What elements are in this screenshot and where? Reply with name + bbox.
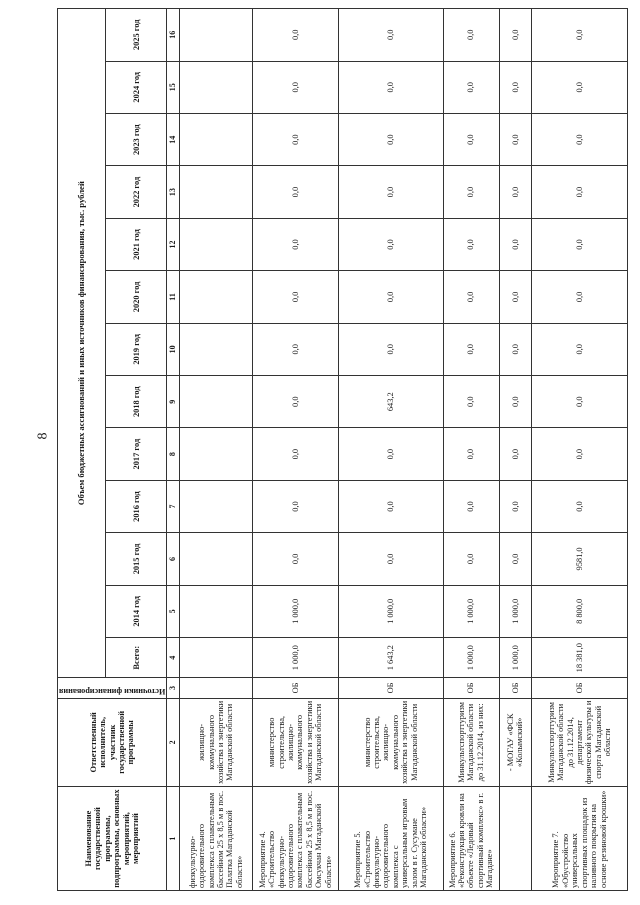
column-number: 9	[167, 376, 180, 428]
column-number: 11	[167, 271, 180, 323]
row-year-value: 0,0	[531, 61, 627, 113]
row-year-value: 0,0	[531, 480, 627, 532]
row-year-value: 0,0	[499, 113, 531, 165]
row-year-value: 0,0	[443, 480, 499, 532]
row-year-value: 0,0	[443, 271, 499, 323]
row-responsible: министерство строительства, жилищно-коммунального хозяйства и энергетики Магаданской области	[339, 698, 443, 787]
row-year-value: 0,0	[499, 323, 531, 375]
column-number: 13	[167, 166, 180, 218]
row-year-value: 0,0	[499, 9, 531, 62]
header-year: 2025 год	[106, 9, 167, 62]
row-year-value: 8 800,0	[531, 585, 627, 637]
row-year-value: 0,0	[339, 9, 443, 62]
row-responsible: министерство строительства, жилищно-коммунального хозяйства и энергетики Магаданской области	[252, 698, 338, 787]
row-year-value: 0,0	[443, 376, 499, 428]
row-year-value: 0,0	[339, 480, 443, 532]
row-year-value: 1 000,0	[339, 585, 443, 637]
row-total: 1 000,0	[499, 638, 531, 678]
row-year-value: 0,0	[252, 113, 338, 165]
column-number: 15	[167, 61, 180, 113]
header-year: 2016 год	[106, 480, 167, 532]
header-year: 2023 год	[106, 113, 167, 165]
column-number: 12	[167, 218, 180, 270]
row-name: Мероприятие 6. «Реконструкция кровли на объекте «Ледовый спортивный комплекс» в г. Магадане»	[443, 787, 499, 891]
row-name: Мероприятие 4. «Строительство физкультурно-оздоровительного комплекса с плавательным бассейном 25 x 8,5 м в пос. Омсукчан Магаданской области»	[252, 787, 338, 891]
row-year-value: 0,0	[252, 428, 338, 480]
column-number: 6	[167, 533, 180, 585]
table-row	[531, 9, 627, 891]
row-source: ОБ	[252, 678, 338, 698]
row-year-value	[180, 480, 252, 532]
row-name	[499, 787, 531, 891]
header-year: 2020 год	[106, 271, 167, 323]
row-year-value	[180, 218, 252, 270]
row-responsible: Минкультспорттуризм Магаданской области до 31.12.2014, департамент физической культуры и спорта Магаданской области	[531, 698, 627, 787]
row-name: Мероприятие 5. «Строительство физкультурно-оздоровительного комплекса с универсальным игровым залом в г. Сусумане Магаданской области»	[339, 787, 443, 891]
row-year-value: 0,0	[339, 218, 443, 270]
row-year-value: 0,0	[499, 533, 531, 585]
row-total: 1 000,0	[443, 638, 499, 678]
row-year-value: 0,0	[531, 113, 627, 165]
header-year: 2015 год	[106, 533, 167, 585]
row-year-value: 643,2	[339, 376, 443, 428]
row-year-value: 0,0	[252, 9, 338, 62]
row-year-value: 0,0	[252, 480, 338, 532]
row-year-value: 0,0	[499, 428, 531, 480]
column-number: 1	[167, 787, 180, 891]
header-year: 2017 год	[106, 428, 167, 480]
table-row	[252, 9, 338, 891]
financing-table	[57, 8, 628, 891]
row-total: 1 000,0	[252, 638, 338, 678]
header-year: 2014 год	[106, 585, 167, 637]
row-year-value: 0,0	[499, 480, 531, 532]
row-year-value: 0,0	[531, 323, 627, 375]
header-year: 2018 год	[106, 376, 167, 428]
row-total: 18 381,0	[531, 638, 627, 678]
row-year-value: 0,0	[339, 113, 443, 165]
row-year-value: 0,0	[443, 533, 499, 585]
row-year-value: 0,0	[531, 428, 627, 480]
row-responsible: - МОГАУ «ФСК «Колымский»	[499, 698, 531, 787]
column-number: 5	[167, 585, 180, 637]
row-year-value: 0,0	[252, 271, 338, 323]
row-year-value	[180, 166, 252, 218]
column-number-row	[167, 9, 180, 891]
row-year-value	[180, 9, 252, 62]
header-year: 2019 год	[106, 323, 167, 375]
row-year-value: 9581,0	[531, 533, 627, 585]
row-year-value	[180, 323, 252, 375]
financing-table-sheet	[57, 8, 613, 891]
row-source: ОБ	[443, 678, 499, 698]
row-year-value: 1 000,0	[443, 585, 499, 637]
row-year-value: 0,0	[443, 428, 499, 480]
row-year-value: 1 000,0	[499, 585, 531, 637]
row-year-value: 0,0	[499, 166, 531, 218]
row-year-value: 0,0	[531, 271, 627, 323]
row-year-value: 0,0	[531, 166, 627, 218]
row-year-value: 0,0	[499, 61, 531, 113]
row-year-value: 0,0	[339, 323, 443, 375]
header-year: 2021 год	[106, 218, 167, 270]
row-year-value: 0,0	[443, 61, 499, 113]
row-year-value	[180, 376, 252, 428]
row-year-value	[180, 428, 252, 480]
column-number: 10	[167, 323, 180, 375]
column-number: 2	[167, 698, 180, 787]
row-year-value: 0,0	[339, 166, 443, 218]
header-year: 2022 год	[106, 166, 167, 218]
row-responsible: жилищно-коммунального хозяйства и энергетики Магаданской области	[180, 698, 252, 787]
column-number: 4	[167, 638, 180, 678]
row-source: ОБ	[339, 678, 443, 698]
row-year-value: 0,0	[252, 218, 338, 270]
row-year-value: 0,0	[443, 323, 499, 375]
row-year-value: 0,0	[499, 218, 531, 270]
row-year-value: 0,0	[443, 166, 499, 218]
header-name: Наименование государственной программы, подпрограммы, основных мероприятий, мероприятий	[58, 787, 167, 891]
column-number: 8	[167, 428, 180, 480]
table-row	[443, 9, 499, 891]
column-number: 16	[167, 9, 180, 62]
row-year-value	[180, 61, 252, 113]
row-year-value: 0,0	[531, 376, 627, 428]
row-year-value: 0,0	[339, 61, 443, 113]
row-year-value: 0,0	[443, 218, 499, 270]
row-year-value: 0,0	[339, 533, 443, 585]
column-number: 14	[167, 113, 180, 165]
row-year-value: 0,0	[443, 9, 499, 62]
row-name: Мероприятие 7. «Обустройство универсальных спортивных площадок из наливного покрытия на основе резиновой крошки»	[531, 787, 627, 891]
row-year-value	[180, 533, 252, 585]
row-source	[180, 678, 252, 698]
row-year-value: 0,0	[531, 218, 627, 270]
table-row	[339, 9, 443, 891]
table-row	[499, 9, 531, 891]
header-year: 2024 год	[106, 61, 167, 113]
row-total	[180, 638, 252, 678]
column-number: 7	[167, 480, 180, 532]
row-year-value: 0,0	[443, 113, 499, 165]
row-year-value: 0,0	[252, 533, 338, 585]
row-year-value: 0,0	[339, 271, 443, 323]
page-number: 8	[35, 432, 51, 440]
row-year-value: 0,0	[252, 166, 338, 218]
header-source: Источники финансирования	[58, 678, 167, 698]
row-year-value	[180, 585, 252, 637]
row-year-value	[180, 113, 252, 165]
header-financing: Объем бюджетных ассигнований и иных источников финансирования, тыс. рублей	[58, 9, 106, 678]
row-year-value	[180, 271, 252, 323]
row-year-value: 0,0	[531, 9, 627, 62]
row-year-value: 0,0	[252, 323, 338, 375]
row-source: ОБ	[531, 678, 627, 698]
row-year-value: 0,0	[252, 61, 338, 113]
row-year-value: 1 000,0	[252, 585, 338, 637]
row-year-value: 0,0	[499, 271, 531, 323]
row-source: ОБ	[499, 678, 531, 698]
row-name: физкультурно-оздоровительного комплекса с плавательным бассейном 25 x 8,5 м в пос. Палатка Магаданской области»	[180, 787, 252, 891]
table-row	[180, 9, 252, 891]
row-total: 1 643,2	[339, 638, 443, 678]
row-year-value: 0,0	[339, 428, 443, 480]
column-number: 3	[167, 678, 180, 698]
row-year-value: 0,0	[499, 376, 531, 428]
row-responsible: Минкультспорттуризм Магаданской области до 31.12.2014, из них:	[443, 698, 499, 787]
header-responsible: Ответственный исполнитель, участник государственной программы	[58, 698, 167, 787]
header-total: Всего:	[106, 638, 167, 678]
row-year-value: 0,0	[252, 376, 338, 428]
